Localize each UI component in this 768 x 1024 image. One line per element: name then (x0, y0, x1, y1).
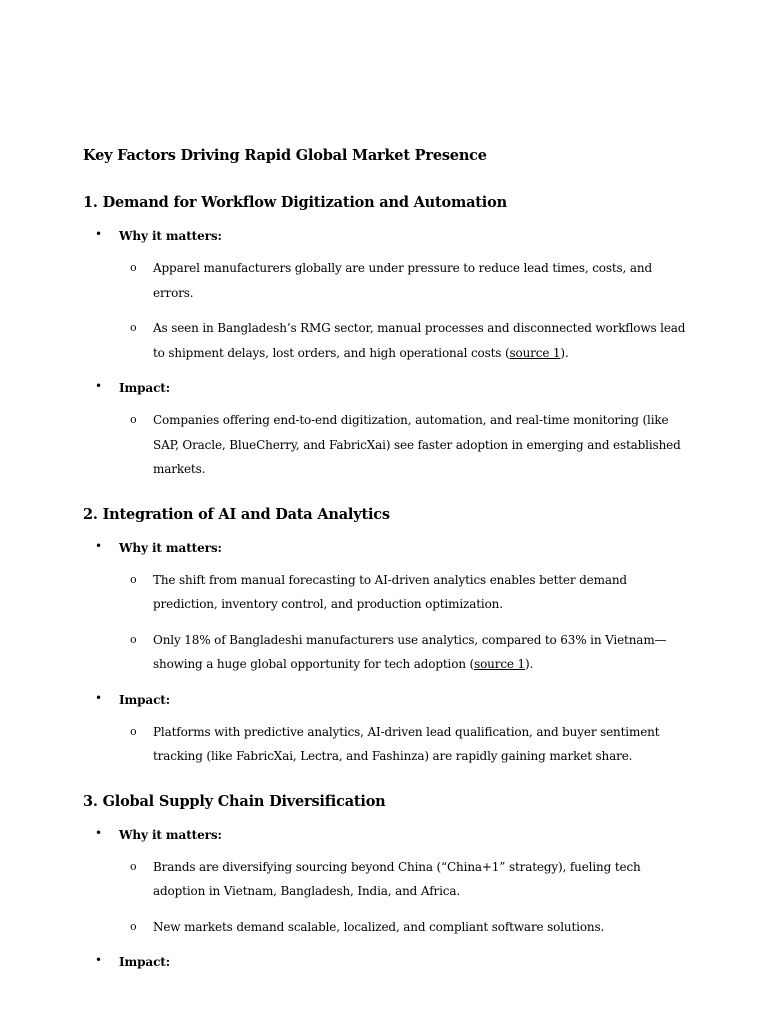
list-item (119, 720, 693, 769)
section-heading: 2. Integration of AI and Data Analytics (83, 505, 390, 523)
impact-label: Impact: (119, 381, 171, 395)
list-item-text: Companies offering end-to-end digitization, automation, and real-time monitoring (like SAP, Oracle, BlueCherry, and FabricXai) see faster adoption in emerging and established markets. (153, 413, 681, 476)
impact-label: Impact: (119, 692, 171, 707)
sub-bullet-icon: o (130, 859, 137, 873)
sub-bullet-icon: o (130, 572, 137, 586)
why-it-matters-item (83, 824, 693, 940)
list-item (119, 628, 693, 677)
section-heading: 3. Global Supply Chain Diversification (83, 792, 386, 810)
sub-bullet-list (119, 720, 693, 769)
why-it-matters-label: Why it matters: (119, 229, 222, 243)
list-item-text: As seen in Bangladesh’s RMG sector, manual processes and disconnected workflows lead to shipment delays, lost orders, and high operational costs ( (153, 321, 686, 360)
why-it-matters-item (83, 225, 693, 365)
impact-label: Impact: (119, 955, 171, 969)
list-item-text: New markets demand scalable, localized, and compliant software solutions. (153, 919, 605, 934)
sub-bullet-icon: o (130, 413, 137, 426)
impact-item (83, 951, 693, 971)
list-item-text: Only 18% of Bangladeshi manufacturers use analytics, compared to 63% in Vietnam—showing a huge global opportunity for tech adoption ( (153, 632, 667, 671)
impact-item (83, 689, 693, 769)
sub-bullet-list (119, 256, 693, 365)
why-it-matters-label: Why it matters: (119, 540, 222, 555)
why-it-matters-label: Why it matters: (119, 827, 222, 842)
section-ai-data-analytics (83, 505, 693, 769)
list-item-text: The shift from manual forecasting to AI-driven analytics enables better demand prediction, inventory control, and production optimization. (153, 572, 627, 611)
sub-bullet-icon: o (130, 321, 137, 334)
section-workflow-digitization (83, 193, 693, 482)
list-item-text-end: ). (560, 345, 569, 360)
section-bullet-list (83, 824, 693, 972)
sub-bullet-list (119, 408, 693, 482)
list-item-text: Apparel manufacturers globally are under pressure to reduce lead times, costs, and errors. (153, 261, 652, 300)
sub-bullet-list (119, 855, 693, 940)
sub-bullet-list (119, 568, 693, 677)
list-item (119, 316, 693, 365)
list-item (119, 915, 693, 940)
list-item-text: Platforms with predictive analytics, AI-driven lead qualification, and buyer sentiment tracking (like FabricXai, Lectra, and Fashinza) are rapidly gaining market share. (153, 724, 660, 763)
list-item (119, 855, 693, 904)
document-page (83, 140, 693, 971)
sub-bullet-icon: o (130, 724, 137, 738)
bullet-icon: • (95, 538, 103, 553)
section-bullet-list (83, 537, 693, 769)
bullet-icon: • (95, 690, 103, 705)
section-supply-chain-diversification (83, 792, 693, 972)
source-link[interactable]: source 1 (474, 657, 526, 671)
list-item-text-end: ). (525, 657, 534, 671)
sub-bullet-icon: o (130, 261, 137, 274)
why-it-matters-item (83, 537, 693, 677)
list-item-text: Brands are diversifying sourcing beyond China (“China+1” strategy), fueling tech adoption in Vietnam, Bangladesh, India, and Africa. (153, 859, 641, 898)
sub-bullet-icon: o (130, 632, 137, 646)
list-item (119, 568, 693, 617)
list-item (119, 256, 693, 305)
bullet-icon: • (95, 379, 103, 393)
section-heading: 1. Demand for Workflow Digitization and Automation (83, 194, 507, 211)
bullet-icon: • (95, 227, 103, 241)
sub-bullet-icon: o (130, 919, 137, 933)
document-title: Key Factors Driving Rapid Global Market Presence (83, 147, 487, 164)
source-link[interactable]: source 1 (509, 345, 561, 360)
section-bullet-list (83, 225, 693, 482)
bullet-icon: • (95, 825, 103, 840)
impact-item (83, 377, 693, 482)
list-item (119, 408, 693, 482)
bullet-icon: • (95, 953, 103, 967)
